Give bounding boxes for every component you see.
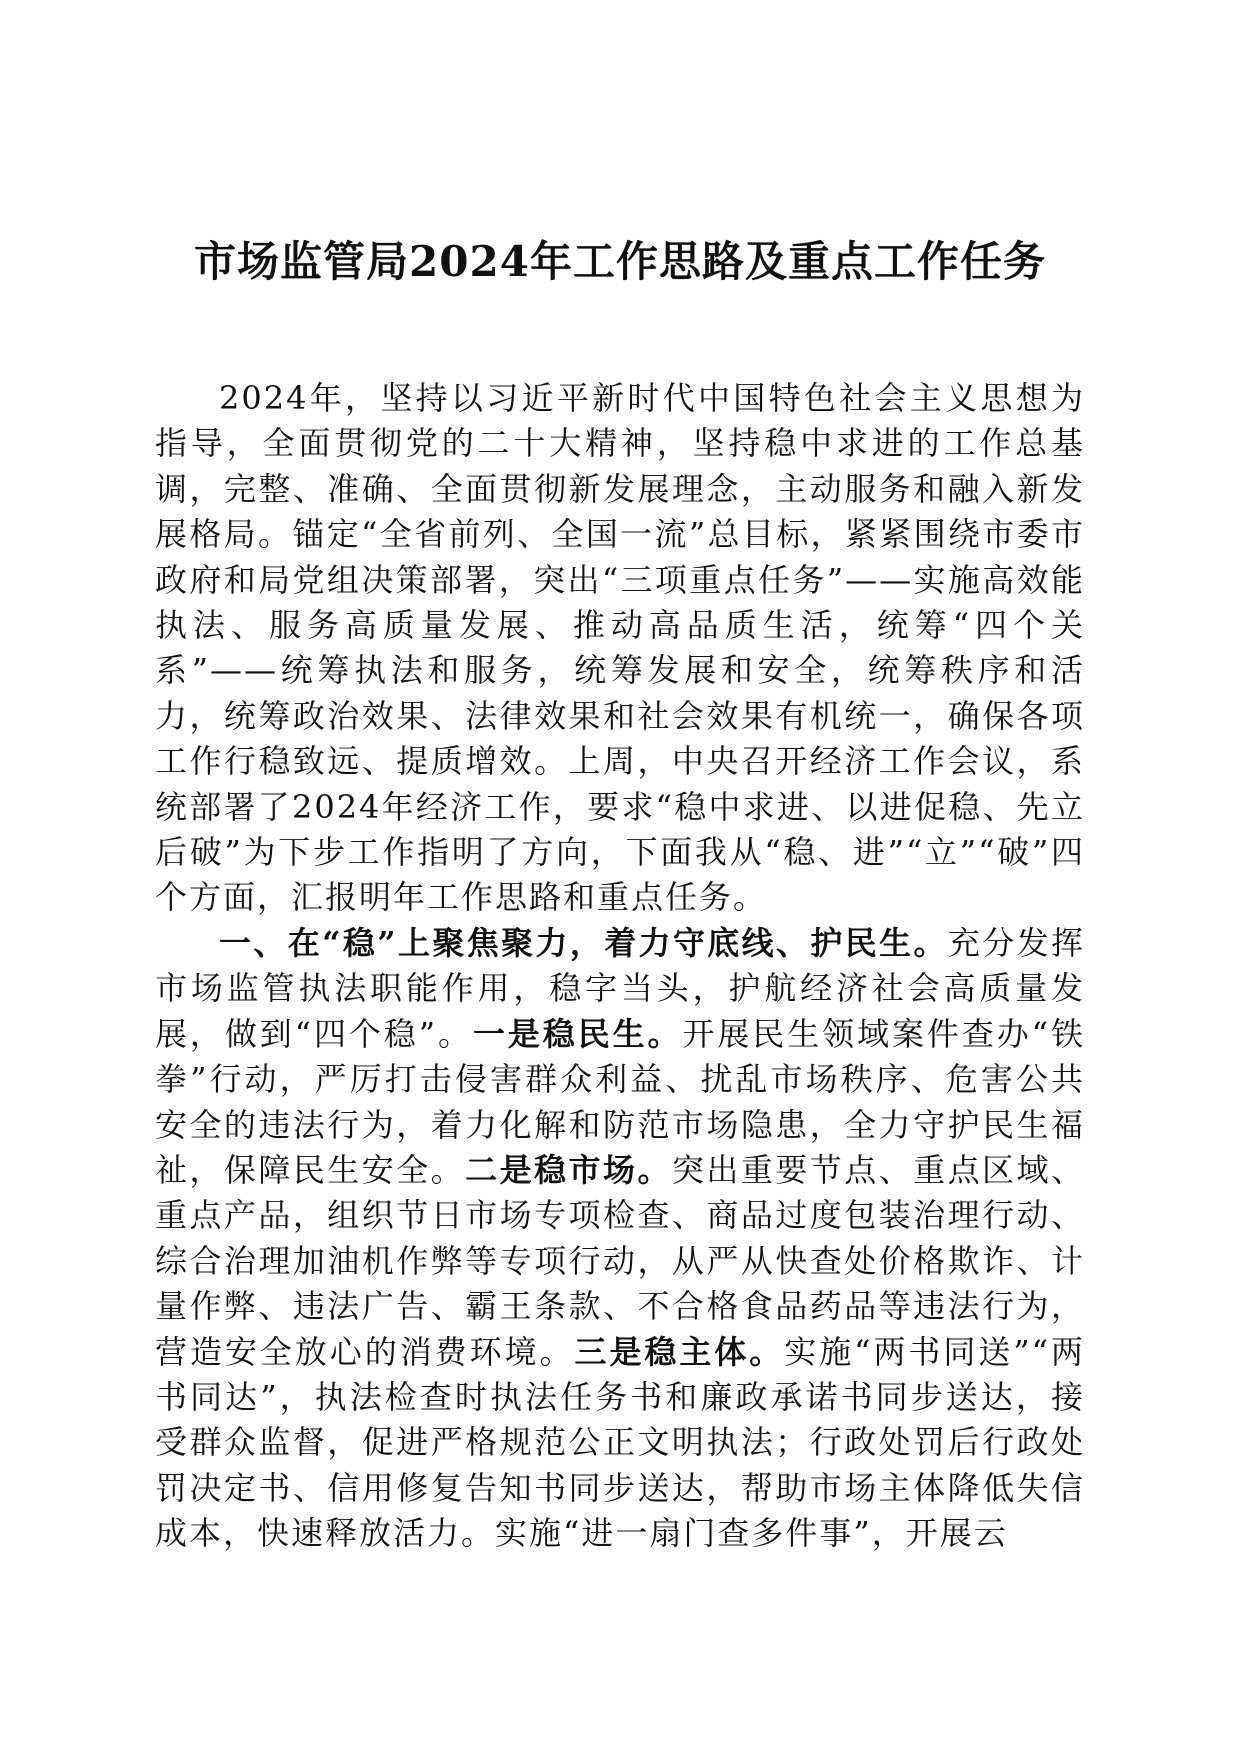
point-two-text: 突出重要节点、重点区域、重点产品，组织节日市场专项检查、商品过度包装治理行动、综合治理加油机作弊等专项行动，从严从快查处价格欺诈、计量作弊、违法广告、霸王条款、不合格食品药品等违法行为，营造安全放心的消费环境。 xyxy=(155,1150,1085,1371)
point-one-text: 开展民生领域案件查办“铁拳”行动，严厉打击侵害群众利益、扰乱市场秩序、危害公共安全的违法行为，着力化解和防范市场隐患，全力守护民生福祉，保障民生安全。 xyxy=(155,1014,1085,1189)
section-one-paragraph xyxy=(155,921,1085,1557)
document-title: 市场监管局2024年工作思路及重点工作任务 xyxy=(194,237,1046,286)
point-one-label: 一是稳民生。 xyxy=(472,1014,683,1053)
point-three-label: 三是稳主体。 xyxy=(574,1332,785,1371)
intro-paragraph: 2024年，坚持以习近平新时代中国特色社会主义思想为指导，全面贯彻党的二十大精神，坚持稳中求进的工作总基调，完整、准确、全面贯彻新发展理念，主动服务和融入新发展格局。锚定“全省前列、全国一流”总目标，紧紧围绕市委市政府和局党组决策部署，突出“三项重点任务”——实施高效能执法、服务高质量发展、推动高品质生活，统筹“四个关系”——统筹执法和服务，统筹发展和安全，统筹秩序和活力，统筹政治效果、法律效果和社会效果有机统一，确保各项工作行稳致远、提质增效。上周，中央召开经济工作会议，系统部署了2024年经济工作，要求“稳中求进、以进促稳、先立后破”为下步工作指明了方向，下面我从“稳、进”“立”“破”四个方面，汇报明年工作思路和重点任务。 xyxy=(155,379,1085,917)
point-three-text: 实施“两书同送”“两书同达”，执法检查时执法任务书和廉政承诺书同步送达，接受群众监督，促进严格规范公正文明执法；行政处罚后行政处罚决定书、信用修复告知书同步送达，帮助市场主体降低失信成本，快速释放活力。实施“进一扇门查多件事”，开展云 xyxy=(155,1332,1085,1553)
point-two-label: 二是稳市场。 xyxy=(465,1150,672,1189)
document-body xyxy=(155,376,1085,1557)
section-one-intro: 充分发挥市场监管执法职能作用，稳字当头，护航经济社会高质量发展，做到“四个稳”。 xyxy=(155,923,1085,1053)
section-one-heading: 一、在“稳”上聚焦聚力，着力守底线、护民生。 xyxy=(219,923,948,962)
